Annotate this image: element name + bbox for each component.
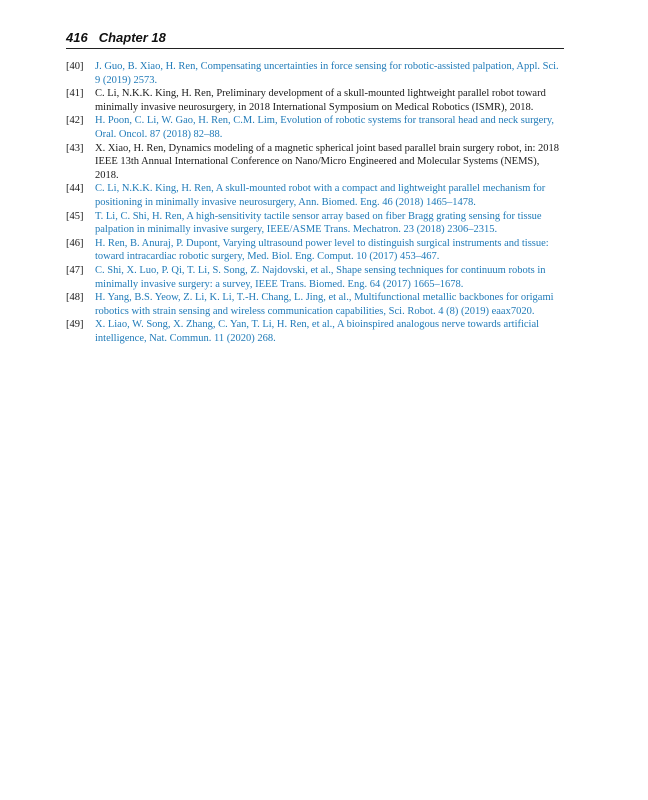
reference-item <box>66 291 564 318</box>
reference-number: [42] <box>66 115 84 127</box>
reference-number: [46] <box>66 237 84 249</box>
reference-text: C. Li, N.K.K. King, H. Ren, Preliminary development of a skull-mounted lightweight parallel robot toward minimally invasive neurosurgery, in 2018 International Symposium on Medical Robotics (ISMR), 2018. <box>95 88 546 113</box>
reference-number: [45] <box>66 210 84 222</box>
chapter-title: Chapter 18 <box>98 30 166 45</box>
reference-link[interactable]: C. Li, N.K.K. King, H. Ren, A skull-mounted robot with a compact and lightweight parallel mechanism for positioning in minimally invasive neurosurgery, Ann. Biomed. Eng. 46 (2018) 1465–1478. <box>95 183 546 208</box>
reference-number: [40] <box>66 61 84 72</box>
running-header <box>66 28 564 49</box>
reference-item <box>66 182 564 209</box>
reference-number: [44] <box>66 183 84 195</box>
reference-link[interactable]: H. Ren, B. Anuraj, P. Dupont, Varying ultrasound power level to distinguish surgical instruments and tissue: toward intracardiac robotic surgery, Med. Biol. Eng. Comput. 10 (2017) 453–467. <box>95 237 549 263</box>
reference-number: [48] <box>66 292 84 304</box>
reference-item <box>66 318 564 345</box>
reference-number: [41] <box>66 88 84 100</box>
page-number: 416 <box>66 30 88 45</box>
reference-list <box>66 60 564 345</box>
reference-link[interactable]: C. Shi, X. Luo, P. Qi, T. Li, S. Song, Z. Najdovski, et al., Shape sensing techniques for continuum robots in minimally invasive surgery: a survey, IEEE Trans. Biomed. Eng. 64 (2017) 1665–1678. <box>95 264 546 290</box>
reference-item <box>66 264 564 291</box>
reference-number: [43] <box>66 142 84 154</box>
reference-item <box>66 87 564 114</box>
reference-number: [47] <box>66 264 84 276</box>
reference-item <box>66 210 564 237</box>
reference-item <box>66 60 564 87</box>
reference-link[interactable]: H. Poon, C. Li, W. Gao, H. Ren, C.M. Lim, Evolution of robotic systems for transoral head and neck surgery, Oral. Oncol. 87 (2018) 82–88. <box>95 115 555 140</box>
reference-item <box>66 237 564 264</box>
reference-item <box>66 142 564 183</box>
reference-item <box>66 114 564 141</box>
reference-link[interactable]: X. Liao, W. Song, X. Zhang, C. Yan, T. Li, H. Ren, et al., A bioinspired analogous nerve towards artificial intelligence, Nat. Commun. 11 (2020) 268. <box>95 319 540 344</box>
reference-link[interactable]: T. Li, C. Shi, H. Ren, A high-sensitivity tactile sensor array based on fiber Bragg grating sensing for tissue palpation in minimally invasive surgery, IEEE/ASME Trans. Mechatron. 23 (2018) 2306–2315. <box>95 210 542 236</box>
reference-text: X. Xiao, H. Ren, Dynamics modeling of a magnetic spherical joint based parallel brain surgery robot, in: 2018 IEEE 13th Annual International Conference on Nano/Micro Engineered and Molecular Systems (NEMS), 2018. <box>95 142 560 181</box>
reference-link[interactable]: H. Yang, B.S. Yeow, Z. Li, K. Li, T.-H. Chang, L. Jing, et al., Multifunctional metallic backbones for origami robotics with strain sensing and wireless communication capabilities, Sci. Robot. 4 (8) (2019) eaax7020. <box>95 292 554 317</box>
reference-link[interactable]: J. Guo, B. Xiao, H. Ren, Compensating uncertainties in force sensing for robotic-assisted palpation, Appl. Sci. 9 (2019) 2573. <box>95 61 559 86</box>
reference-number: [49] <box>66 319 84 331</box>
